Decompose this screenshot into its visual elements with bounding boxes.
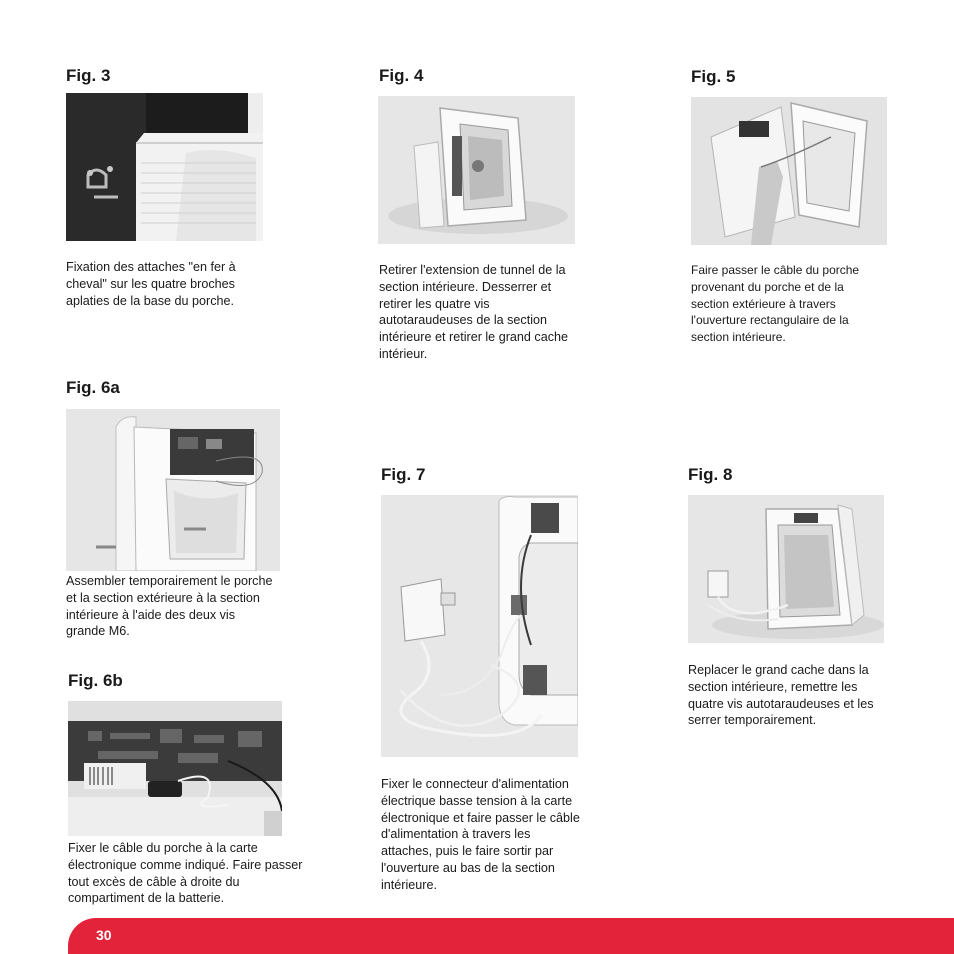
- fig3-title: Fig. 3: [66, 66, 111, 85]
- fig6a-caption: Assembler temporairement le porche et la section extérieure à la section intérieure à l'aide des deux vis grande M6.: [66, 574, 273, 639]
- fig7-title: Fig. 7: [381, 465, 426, 484]
- fig4-caption: Retirer l'extension de tunnel de la section intérieure. Desserrer et retirer les quatre vis autotaraudeuses de la section intérieure et retirer le grand cache intérieur.: [379, 263, 569, 361]
- fig8-photo: [688, 495, 884, 643]
- fig6b-title: Fig. 6b: [68, 671, 123, 690]
- fig3-caption: Fixation des attaches "en fer à cheval" sur les quatre broches aplaties de la base du porche.: [66, 260, 236, 308]
- fig6b-caption: Fixer le câble du porche à la carte électronique comme indiqué. Faire passer tout excès de câble à droite du compartiment de la batterie.: [68, 841, 303, 906]
- fig3-photo: [66, 93, 263, 241]
- fig8-caption: Replacer le grand cache dans la section intérieure, remettre les quatre vis autotaraudeuses et les serrer temporairement.: [688, 663, 874, 728]
- fig5-photo: [691, 97, 887, 245]
- fig5-caption: Faire passer le câble du porche provenant du porche et de la section extérieure à travers l'ouverture rectangulaire de la section intérieure.: [691, 263, 860, 345]
- footer-bar: [68, 918, 954, 954]
- fig6a-photo: [66, 409, 280, 571]
- fig6b-photo: [68, 701, 282, 836]
- fig8-title: Fig. 8: [688, 465, 733, 484]
- fig4-photo: [378, 96, 575, 244]
- page-number: 30: [96, 927, 112, 943]
- fig6a-title: Fig. 6a: [66, 378, 120, 397]
- fig7-photo: [381, 495, 578, 757]
- fig5-title: Fig. 5: [691, 67, 736, 86]
- fig4-title: Fig. 4: [379, 66, 424, 85]
- fig7-caption: Fixer le connecteur d'alimentation électrique basse tension à la carte électronique et faire passer le câble d'alimentation à travers les attaches, puis le faire sortir par l'ouverture au bas de la section intérieure.: [381, 777, 580, 892]
